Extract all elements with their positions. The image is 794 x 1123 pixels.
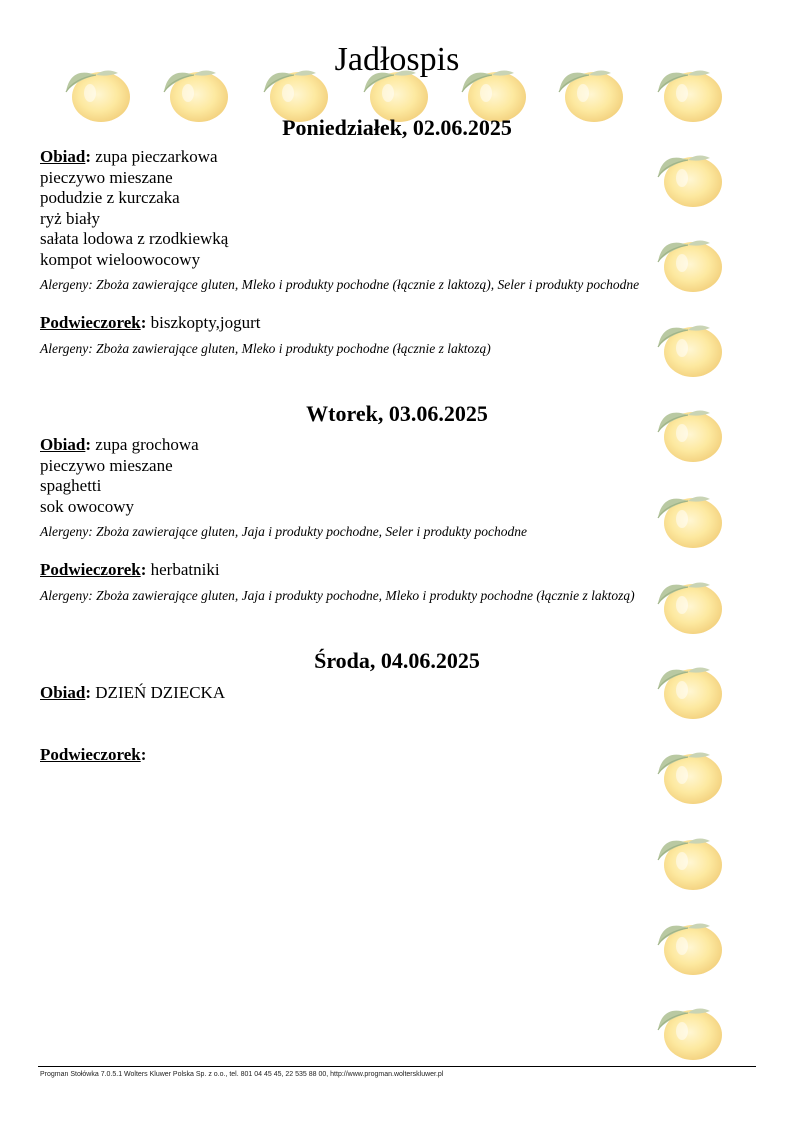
menu-item: kompot wieloowocowy [40, 249, 201, 269]
peach-watermark-icon [654, 826, 726, 892]
menu-item: spaghetti [40, 476, 102, 495]
peach-watermark-icon [654, 911, 726, 977]
meal-obiad-tuesday: Obiad: zupa grochowa pieczywo mieszane spaghetti sok owocowy Alergeny: Zboża zawierające gluten, Jaja i produkty pochodne, Seler i produkty pochodne [40, 435, 760, 541]
menu-item: pieczywo mieszane [40, 455, 173, 475]
day-heading-tuesday: Wtorek, 03.06.2025 [306, 401, 488, 426]
menu-item: sok owocowy [40, 496, 134, 516]
meal-podwieczorek-tuesday: Podwieczorek: herbatniki Alergeny: Zboża zawierające gluten, Jaja i produkty pochodne, Mleko i produkty pochodne (łącznie z laktozą) [40, 560, 760, 605]
meal-label: Podwieczorek [40, 745, 141, 764]
meal-podwieczorek-monday: Podwieczorek: biszkopty,jogurt Alergeny: Zboża zawierające gluten, Mleko i produkty pochodne (łącznie z laktozą) [40, 313, 760, 358]
allergens-text: Alergeny: Zboża zawierające gluten, Mleko i produkty pochodne (łącznie z laktozą) [40, 340, 491, 356]
peach-watermark-icon [654, 996, 726, 1062]
day-heading-monday: Poniedziałek, 02.06.2025 [282, 115, 512, 140]
meal-label: Obiad [40, 435, 86, 454]
meal-label: Obiad [40, 683, 86, 702]
day-heading-wednesday: Środa, 04.06.2025 [314, 648, 480, 673]
allergens-text: Alergeny: Zboża zawierające gluten, Mleko i produkty pochodne (łącznie z laktozą), Seler i produkty pochodne [40, 277, 640, 292]
allergens-text: Alergeny: Zboża zawierające gluten, Jaja i produkty pochodne, Seler i produkty pochodne [40, 524, 528, 539]
menu-item: DZIEŃ DZIECKA [95, 683, 226, 702]
menu-item: pieczywo mieszane [40, 167, 173, 187]
page-title: Jadłospis [334, 41, 460, 78]
footer-divider [38, 1066, 756, 1067]
footer-text: Progman Stołówka 7.0.5.1 Wolters Kluwer Polska Sp. z o.o., tel. 801 04 45 45, 22 535 88 00, http://www.progman.wolterskluwer.pl [40, 1071, 444, 1078]
menu-item: ryż biały [40, 208, 100, 228]
meal-podwieczorek-wednesday: Podwieczorek: [40, 745, 147, 764]
meal-label: Podwieczorek [40, 313, 141, 332]
meal-obiad-monday: Obiad: zupa pieczarkowa pieczywo mieszane podudzie z kurczaka ryż biały sałata lodowa z rzodkiewką kompot wieloowocowy Alergeny: Zboża zawierające gluten, Mleko i produkty pochodne (łącznie z laktozą), Seler i produkty pochodne [40, 147, 760, 294]
meal-label: Obiad [40, 147, 86, 166]
menu-item: podudzie z kurczaka [40, 188, 180, 207]
menu-item: sałata lodowa z rzodkiewką [40, 229, 229, 248]
meal-label: Podwieczorek [40, 560, 141, 579]
menu-item: zupa grochowa [95, 435, 199, 454]
menu-item: biszkopty,jogurt [150, 313, 261, 332]
meal-obiad-wednesday: Obiad: DZIEŃ DZIECKA [40, 683, 226, 702]
allergens-text: Alergeny: Zboża zawierające gluten, Jaja i produkty pochodne, Mleko i produkty pochodne (łącznie z laktozą) [40, 587, 635, 603]
menu-item: herbatniki [150, 560, 220, 579]
menu-item: zupa pieczarkowa [95, 147, 218, 166]
